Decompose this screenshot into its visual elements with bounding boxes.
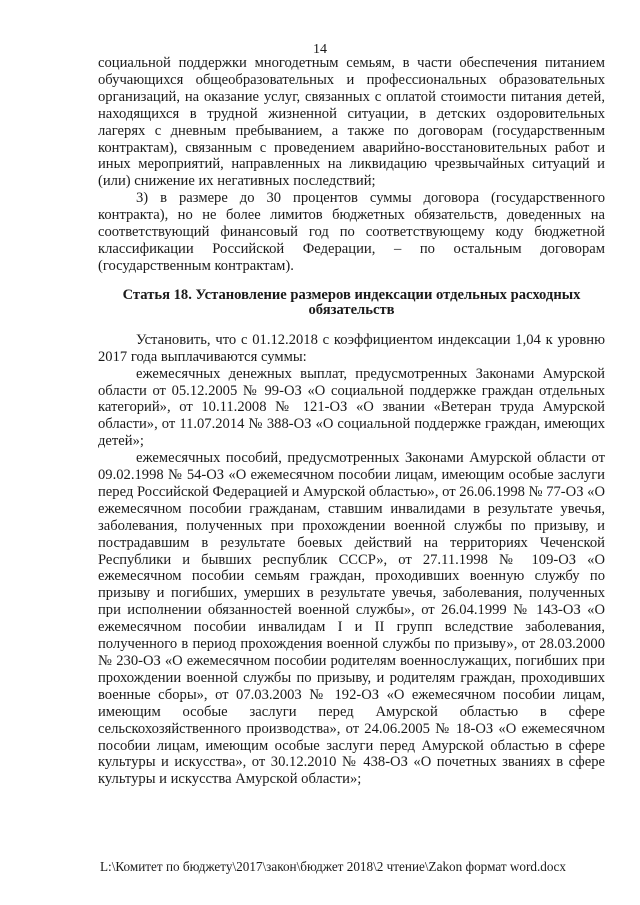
article-intro: Установить, что с 01.12.2018 с коэффициентом индексации 1,04 к уровню 2017 года выплачиваются суммы:: [98, 331, 605, 365]
article-item-monthly-allowances: ежемесячных пособий, предусмотренных Законами Амурской области от 09.02.1998 № 54-ОЗ «О ежемесячном пособии лицам, имеющим особые заслуги перед Российской Федерацией и Амурской областью», от 26.06.1998 № 77-ОЗ «О ежемесячном пособии гражданам, ставшим инвалидами в результате увечья, заболевания, полученных при прохождении военной службы по призыву, и пострадавшим в результате боевых действий на территориях Чеченской Республики и бывших республик СССР», от 27.11.1998 № 109-ОЗ «О ежемесячном пособии семьям граждан, проходивших военную службу по призыву и погибших, умерших в результате увечья, заболевания, полученных при исполнении обязанностей военной службы», от 26.04.1999 № 143-ОЗ «О ежемесячном пособии инвалидам I и II групп вследствие заболевания, полученного в период прохождения военной службы по призыву», от 28.03.2000 № 230-ОЗ «О ежемесячном пособии родителям военнослужащих, погибших при прохождении военной службы по призыву, и родителям граждан, проходивших военные сборы», от 07.03.2003 № 192-ОЗ «О ежемесячном пособии лицам, имеющим особые заслуги перед Амурской областью в сфере сельскохозяйственного производства», от 24.06.2005 № 18-ОЗ «О ежемесячном пособии лицам, имеющим особые заслуги перед Амурской областью в сфере культуры и искусства», от 30.12.2010 № 438-ОЗ «О почетных званиях в сфере культуры и искусства Амурской области»;: [98, 450, 605, 788]
list-item-3: 3) в размере до 30 процентов суммы договора (государственного контракта), но не более лимитов бюджетных обязательств, доведенных на соответствующий финансовый год по соответствующему коду бюджетной классификации Российской Федерации, – по остальным договорам (государственным контрактам).: [98, 190, 605, 274]
document-body: [98, 55, 605, 788]
file-path-footer: L:\Комитет по бюджету\2017\закон\бюджет 2018\2 чтение\Zakon формат word.docx: [100, 859, 566, 874]
article-heading: Статья 18. Установление размеров индексации отдельных расходных обязательств: [122, 286, 581, 318]
continued-paragraph: социальной поддержки многодетным семьям, в части обеспечения питанием обучающихся общеобразовательных и профессиональных образовательных организаций, на оказание услуг, связанных с оплатой стоимости питания детей, находящихся в трудной жизненной ситуации, в детских оздоровительных лагерях с дневным пребыванием, а также по договорам (государственным контрактам), связанным с проведением аварийно-восстановительных работ и иных мероприятий, направленных на ликвидацию чрезвычайных ситуаций и (или) снижение их негативных последствий;: [98, 55, 605, 190]
page-number: 14: [313, 42, 327, 57]
article-item-monthly-payments: ежемесячных денежных выплат, предусмотренных Законами Амурской области от 05.12.2005 № 99-ОЗ «О социальной поддержке граждан отдельных категорий», от 10.11.2008 № 121-ОЗ «О звании «Ветеран труда Амурской области», от 11.07.2014 № 388-ОЗ «О социальной поддержке граждан, имеющих детей»;: [98, 365, 605, 450]
